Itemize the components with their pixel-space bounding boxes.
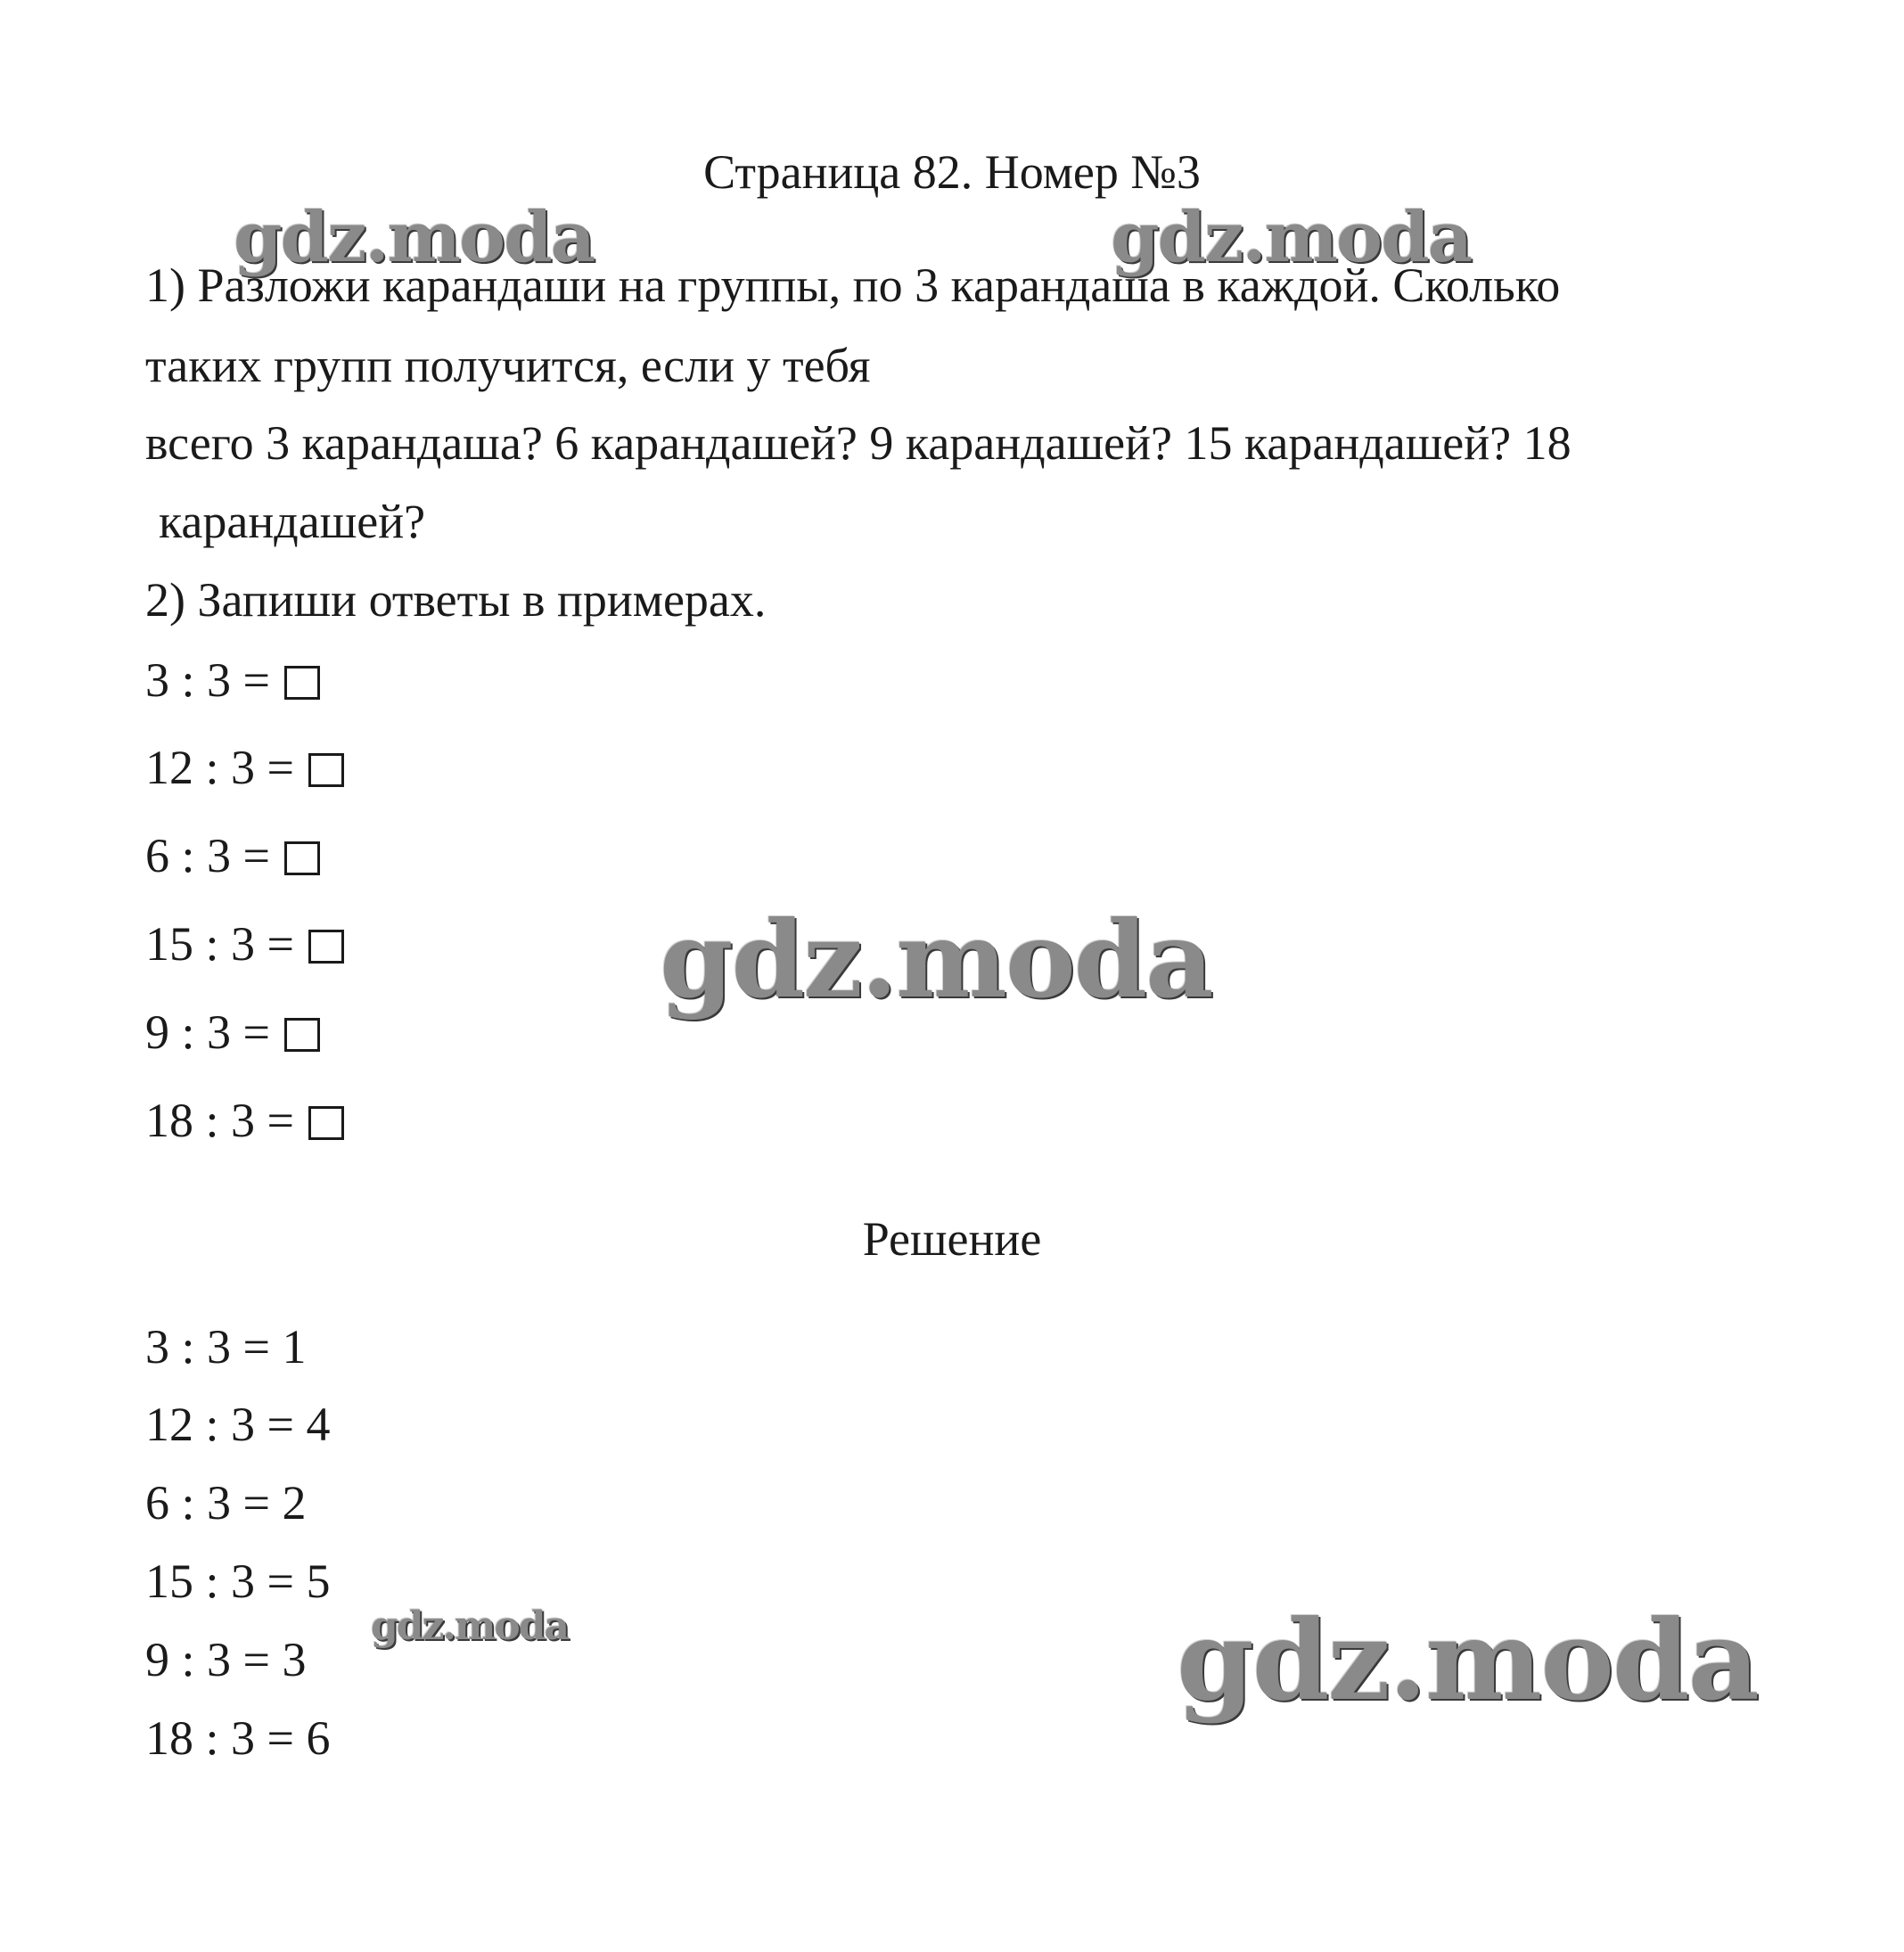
equation-text: 9 : 3 =: [145, 1005, 270, 1059]
solution-answer: 15 : 3 = 5: [145, 1554, 331, 1608]
equation-text: 15 : 3 =: [145, 917, 294, 971]
task-line-3: всего 3 карандаша? 6 карандашей? 9 карандашей? 15 карандашей? 18: [145, 416, 1572, 470]
equation-text: 3 : 3 =: [145, 653, 270, 707]
watermark: gdz.moda: [1111, 197, 1472, 278]
answer-box: [284, 841, 320, 875]
equation-text: 12 : 3 =: [145, 741, 294, 794]
equation-text: 18 : 3 =: [145, 1094, 294, 1147]
watermark: gdz.moda: [660, 898, 1212, 1021]
solution-answer: 12 : 3 = 4: [145, 1398, 331, 1451]
solution-answer: 9 : 3 = 3: [145, 1633, 307, 1686]
answer-box: [308, 753, 344, 787]
solution-title: Решение: [862, 1212, 1042, 1266]
solution-answer: 3 : 3 = 1: [145, 1320, 307, 1374]
watermark: gdz.moda: [371, 1603, 569, 1649]
answer-box: [284, 666, 320, 700]
task-line-5: 2) Запиши ответы в примерах.: [145, 573, 767, 627]
solution-answer: 6 : 3 = 2: [145, 1476, 307, 1530]
equation-row: [145, 736, 344, 799]
equation-row: [145, 1001, 320, 1063]
task-line-2: таких групп получится, если у тебя: [145, 339, 871, 392]
task-line-1: 1) Разложи карандаши на группы, по 3 карандаша в каждой. Сколько: [145, 258, 1561, 312]
page-title: Страница 82. Номер №3: [703, 145, 1201, 199]
solution-answer: 18 : 3 = 6: [145, 1711, 331, 1765]
answer-box: [308, 930, 344, 964]
watermark: gdz.moda: [234, 197, 595, 278]
answer-box: [308, 1106, 344, 1140]
equation-row: [145, 649, 320, 711]
equation-text: 6 : 3 =: [145, 829, 270, 882]
watermark: gdz.moda: [1177, 1596, 1758, 1726]
answer-box: [284, 1018, 320, 1052]
equation-row: [145, 1089, 344, 1152]
equation-row: [145, 824, 320, 887]
equation-row: [145, 913, 344, 975]
task-line-4: карандашей?: [159, 495, 426, 548]
